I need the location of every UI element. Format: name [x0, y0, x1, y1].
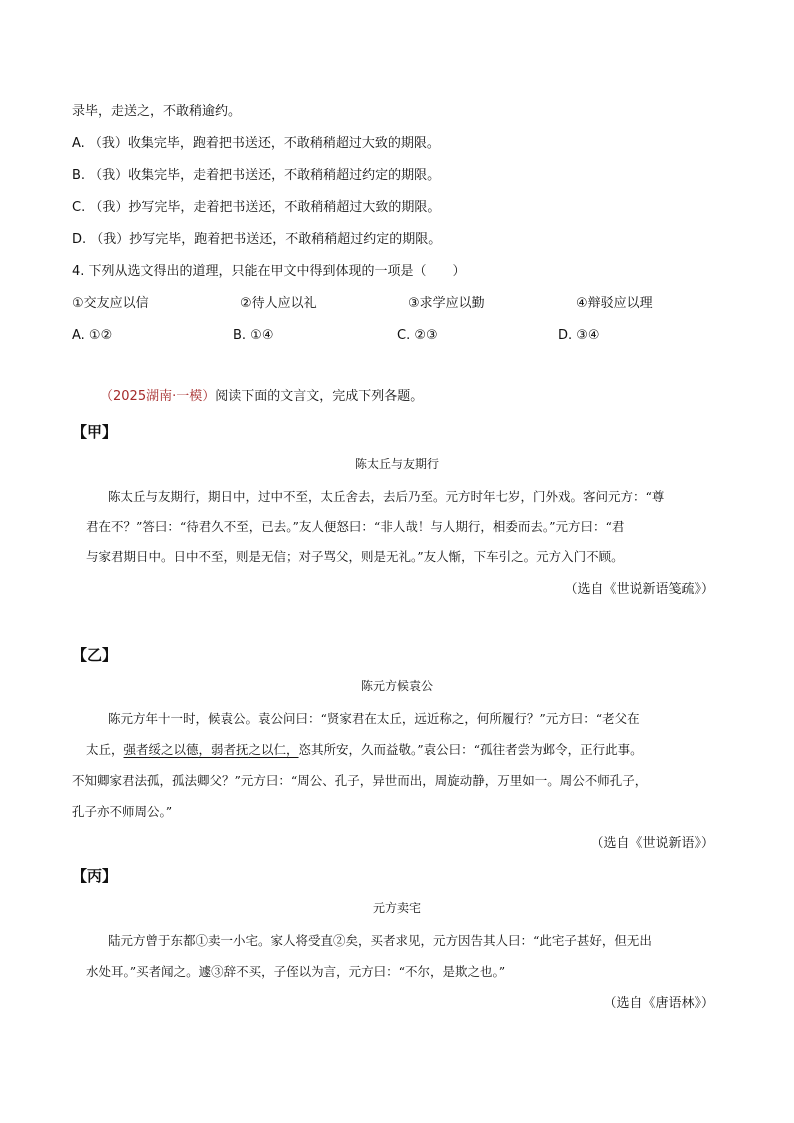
q3-text-line: 录毕，走送之，不敢稍逾约。	[72, 104, 242, 119]
passage-bing-title: 元方卖宅	[372, 901, 421, 915]
q3-option-b: B. （我）收集完毕，走着把书送还，不敢稍稍超过约定的期限。	[72, 168, 441, 183]
source-tag: （2025湖南·一模）	[100, 389, 216, 404]
passage-yi-citation: （选自《世说新语》）	[590, 836, 714, 851]
q4-item-3: ③求学应以勤	[408, 296, 485, 311]
q4-choice-c: C. ②③	[397, 328, 438, 343]
q4-choice-a: A. ①②	[72, 328, 113, 343]
passage-yi-line-2-end: 恣其所安，久而益敬。”袁公曰：“孤往者尝为邺令，正行此事。	[298, 742, 643, 757]
passage-yi-line-4: 孔子亦不师周公。”	[72, 804, 173, 819]
q4-stem: 4. 下列从选文得出的道理，只能在甲文中得到体现的一项是（ ）	[72, 264, 466, 279]
passage-source-line	[100, 388, 423, 406]
q4-choice-d: D. ③④	[558, 328, 600, 343]
source-instruction: 阅读下面的文言文，完成下列各题。	[215, 389, 424, 404]
passage-jia-line-2: 君在不？”答曰：“待君久不至，已去。”友人便怒曰：“非人哉！与人期行，相委而去。”元方曰：“君	[86, 519, 625, 534]
passage-yi-line-3: 不知卿家君法孤，孤法卿父？”元方曰：“周公、孔子，异世而出，周旋动静，万里如一。周公不师孔子，	[72, 773, 648, 788]
passage-jia-label: 【甲】	[72, 423, 118, 441]
q4-item-2: ②待人应以礼	[240, 296, 317, 311]
passage-jia-title: 陈太丘与友期行	[354, 457, 439, 471]
passage-bing-line-1: 陆元方曾于东都①卖一小宅。家人将受直②矣，买者求见，元方因告其人曰：“此宅子甚好，但无出	[108, 933, 652, 948]
passage-jia-citation: （选自《世说新语笺疏》）	[564, 582, 714, 597]
passage-yi-line-2	[86, 741, 643, 759]
passage-yi-title: 陈元方候袁公	[360, 679, 433, 693]
passage-yi-line-1: 陈元方年十一时，候袁公。袁公问曰：“贤家君在太丘，远近称之，何所履行？”元方曰：“老父在	[108, 711, 640, 726]
q4-item-4: ④辩驳应以理	[576, 296, 653, 311]
q3-option-a: A. （我）收集完毕，跑着把书送还，不敢稍稍超过大致的期限。	[72, 136, 440, 151]
passage-yi-line-2-start: 太丘，	[86, 742, 124, 757]
passage-yi-label: 【乙】	[72, 646, 118, 664]
underlined-phrase: 强者绥之以德，弱者抚之以仁，	[123, 742, 299, 757]
q4-item-1: ①交友应以信	[72, 296, 149, 311]
passage-bing-label: 【丙】	[72, 867, 118, 885]
q4-choice-b: B. ①④	[233, 328, 274, 343]
passage-bing-citation: （选自《唐语林》）	[603, 996, 714, 1011]
q3-option-d: D. （我）抄写完毕，跑着把书送还，不敢稍稍超过约定的期限。	[72, 232, 442, 247]
passage-bing-line-2: 水处耳。”买者闻之。遽③辞不买，子侄以为言，元方曰：“不尔，是欺之也。”	[86, 964, 506, 979]
passage-jia-line-1: 陈太丘与友期行，期日中，过中不至，太丘舍去，去后乃至。元方时年七岁，门外戏。客问元方：“尊	[108, 489, 665, 504]
passage-jia-line-3: 与家君期日中。日中不至，则是无信；对子骂父，则是无礼。”友人惭，下车引之。元方入门不顾。	[86, 549, 624, 564]
q3-option-c: C. （我）抄写完毕，走着把书送还，不敢稍稍超过大致的期限。	[72, 200, 441, 215]
